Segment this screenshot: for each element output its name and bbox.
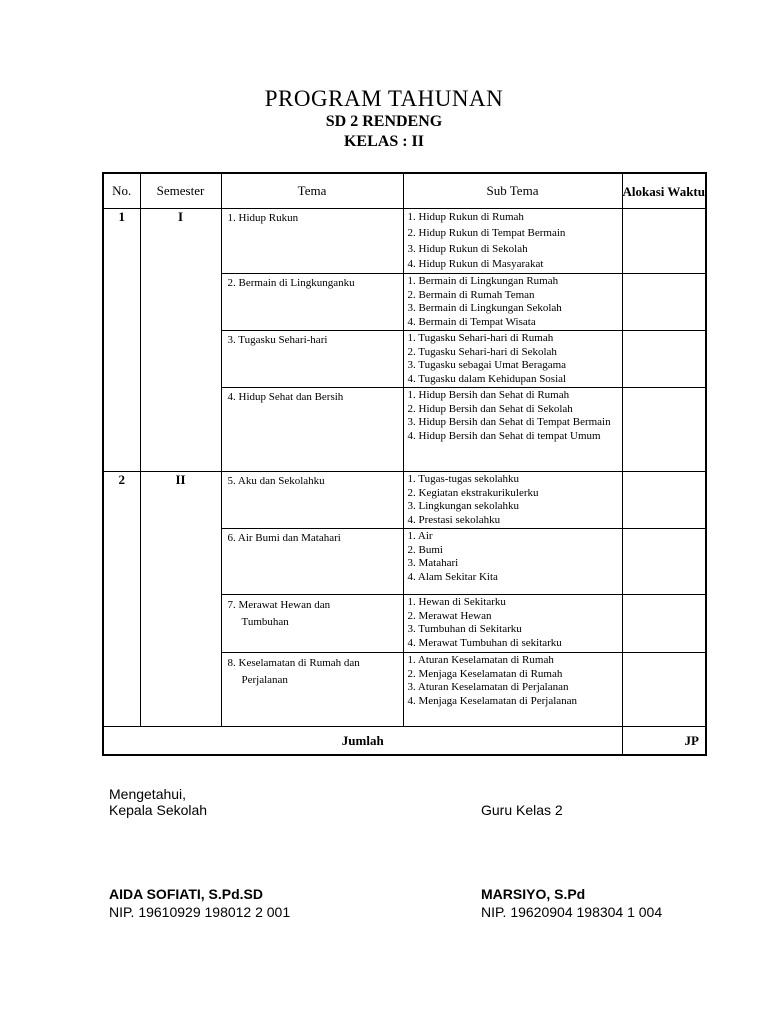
list-item: 4. Hidup Rukun di Masyarakat: [407, 258, 544, 271]
list-item: 1. Tugas-tugas sekolahku: [407, 473, 520, 486]
row-semester: II: [140, 472, 221, 727]
table-row: [103, 472, 706, 529]
tema-label: 1. Hidup Rukun: [227, 212, 299, 224]
tema-label-cont: Tumbuhan: [241, 616, 289, 629]
alokasi-cell: [622, 653, 706, 727]
header-no: No.: [103, 173, 140, 209]
sub-tema-cell: [403, 274, 622, 331]
sub-tema-cell: [403, 653, 622, 727]
list-item: 2. Hidup Bersih dan Sehat di Sekolah: [407, 402, 573, 415]
tema-cell: [221, 472, 403, 529]
list-item: 2. Hidup Rukun di Tempat Bermain: [407, 226, 566, 239]
list-item: 3. Tugasku sebagai Umat Beragama: [407, 359, 567, 372]
acknowledge-label: Mengetahui,: [109, 786, 187, 802]
list-item: 4. Merawat Tumbuhan di sekitarku: [407, 636, 562, 649]
tema-cell: [221, 209, 403, 274]
principal-name: AIDA SOFIATI, S.Pd.SD: [109, 886, 264, 902]
list-item: 4. Alam Sekitar Kita: [407, 570, 498, 583]
header-tema: Tema: [221, 173, 403, 209]
list-item: 3. Bermain di Lingkungan Sekolah: [407, 302, 562, 315]
principal-role: Kepala Sekolah: [109, 802, 208, 818]
list-item: 3. Matahari: [407, 557, 459, 570]
sub-tema-cell: [403, 331, 622, 388]
list-item: 2. Merawat Hewan: [407, 609, 492, 622]
sub-tema-cell: [403, 595, 622, 653]
teacher-role: Guru Kelas 2: [481, 802, 563, 818]
list-item: 4. Menjaga Keselamatan di Perjalanan: [407, 694, 578, 707]
total-value: JP: [622, 727, 706, 756]
list-item: 4. Prestasi sekolahku: [407, 513, 501, 526]
row-number: 2: [103, 472, 140, 727]
tema-label: 2. Bermain di Lingkunganku: [227, 277, 355, 290]
alokasi-cell: [622, 472, 706, 529]
list-item: 2. Kegiatan ekstrakurikulerku: [407, 486, 539, 499]
principal-nip: NIP. 19610929 198012 2 001: [109, 904, 291, 920]
teacher-nip: NIP. 19620904 198304 1 004: [481, 904, 663, 920]
tema-cell: [221, 653, 403, 727]
list-item: 3. Tumbuhan di Sekitarku: [407, 623, 522, 636]
list-item: 2. Menjaga Keselamatan di Rumah: [407, 667, 563, 680]
header-alokasi: Alokasi Waktu: [622, 173, 706, 209]
list-item: 4. Bermain di Tempat Wisata: [407, 315, 536, 328]
list-item: 1. Bermain di Lingkungan Rumah: [407, 275, 559, 288]
tema-label: 8. Keselamatan di Rumah dan: [227, 657, 360, 670]
list-item: 3. Lingkungan sekolahku: [407, 500, 520, 513]
list-item: 1. Air: [407, 530, 433, 543]
header-sub-tema: Sub Tema: [403, 173, 622, 209]
sub-tema-cell: [403, 388, 622, 472]
tema-label: 7. Merawat Hewan dan: [227, 599, 331, 612]
sub-tema-cell: [403, 529, 622, 595]
list-item: 1. Hidup Rukun di Rumah: [407, 211, 524, 223]
tema-cell: [221, 529, 403, 595]
alokasi-cell: [622, 274, 706, 331]
row-number: 1: [103, 209, 140, 472]
sub-tema-cell: [403, 209, 622, 274]
tema-label: 3. Tugasku Sehari-hari: [227, 334, 328, 347]
page-title: PROGRAM TAHUNAN: [264, 86, 504, 111]
tema-label-cont: Perjalanan: [241, 674, 288, 687]
alokasi-cell: [622, 529, 706, 595]
total-label: Jumlah: [103, 727, 622, 756]
list-item: 4. Hidup Bersih dan Sehat di tempat Umum: [407, 429, 601, 442]
list-item: 3. Hidup Bersih dan Sehat di Tempat Bermain: [407, 416, 611, 429]
annual-program-table: [102, 172, 707, 756]
list-item: 3. Aturan Keselamatan di Perjalanan: [407, 681, 569, 694]
list-item: 1. Hewan di Sekitarku: [407, 596, 506, 609]
alokasi-cell: [622, 388, 706, 472]
tema-label: 5. Aku dan Sekolahku: [227, 475, 325, 488]
list-item: 3. Hidup Rukun di Sekolah: [407, 242, 528, 255]
table-row: [103, 209, 706, 274]
list-item: 1. Hidup Bersih dan Sehat di Rumah: [407, 389, 570, 402]
tema-label: 4. Hidup Sehat dan Bersih: [227, 391, 344, 404]
class-label: KELAS : II: [343, 133, 425, 150]
header-row: [103, 173, 706, 209]
list-item: 2. Tugasku Sehari-hari di Sekolah: [407, 345, 557, 358]
alokasi-cell: [622, 595, 706, 653]
tema-cell: [221, 274, 403, 331]
list-item: 2. Bumi: [407, 543, 443, 556]
school-name: SD 2 RENDENG: [325, 113, 443, 130]
tema-label: 6. Air Bumi dan Matahari: [227, 532, 341, 545]
teacher-name: MARSIYO, S.Pd: [481, 886, 586, 902]
total-row: [103, 727, 706, 756]
alokasi-cell: [622, 331, 706, 388]
alokasi-cell: [622, 209, 706, 274]
tema-cell: [221, 595, 403, 653]
tema-cell: [221, 331, 403, 388]
row-semester: I: [140, 209, 221, 472]
header-semester: Semester: [140, 173, 221, 209]
list-item: 4. Tugasku dalam Kehidupan Sosial: [407, 372, 567, 385]
list-item: 2. Bermain di Rumah Teman: [407, 288, 535, 301]
list-item: 1. Aturan Keselamatan di Rumah: [407, 654, 554, 667]
tema-cell: [221, 388, 403, 472]
sub-tema-cell: [403, 472, 622, 529]
list-item: 1. Tugasku Sehari-hari di Rumah: [407, 332, 554, 345]
